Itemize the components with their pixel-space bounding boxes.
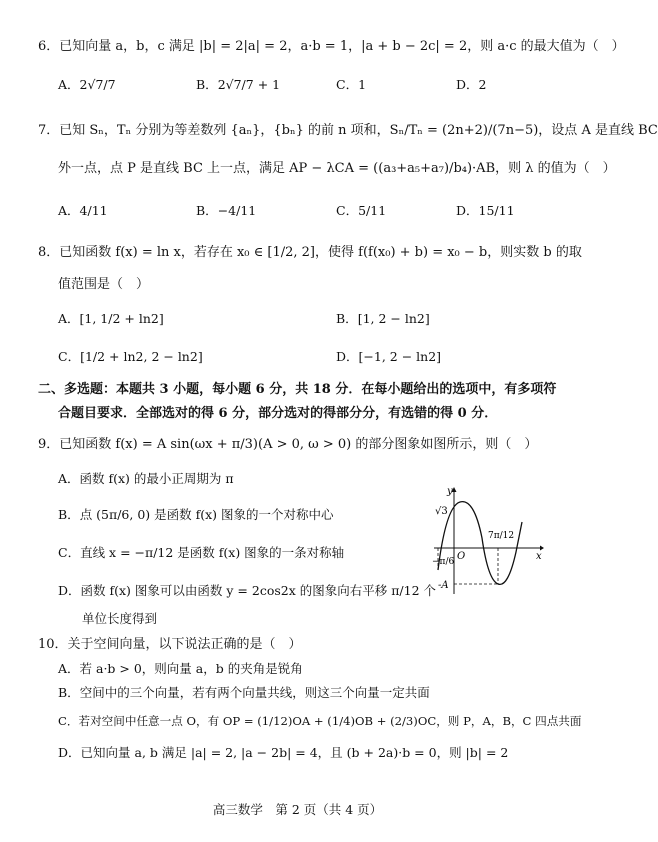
question-6-stem: 6．已知向量 a，b，c 满足 |b| = 2|a| = 2，a·b = 1，|a + b − 2c| = 2，则 a·c 的最大值为（ ） — [38, 39, 625, 54]
question-7-line2: 外一点，点 P 是直线 BC 上一点，满足 AP − λCA = ((a₃+a₅+a₇)/b₄)·AB，则 λ 的值为（ ） — [58, 161, 616, 176]
q6-option-a-label: A． — [58, 77, 80, 92]
q6-option-b-label: B． — [196, 77, 218, 92]
section-2-heading-line2: 合题目要求．全部选对的得 6 分，部分选对的得部分分，有选错的得 0 分． — [58, 406, 498, 421]
q8-option-b-label: B． — [336, 311, 358, 326]
q7-option-b-label: B． — [196, 203, 218, 218]
q6-option-d-label: D． — [456, 77, 479, 92]
q9-option-d[interactable] — [58, 582, 436, 600]
q7-option-c[interactable] — [336, 202, 386, 220]
sine-graph — [432, 484, 544, 596]
question-8-line1: 8．已知函数 f(x) = ln x，若存在 x₀ ∈ [1/2, 2]，使得 f(f(x₀) + b) = x₀ − b，则实数 b 的取 — [38, 245, 582, 260]
q6-option-c[interactable] — [336, 76, 366, 94]
y-axis-label: y — [447, 486, 453, 497]
neg-pi-sixth-label: −π/6 — [432, 557, 455, 567]
q10-option-b[interactable] — [58, 684, 430, 702]
q7-option-a[interactable] — [58, 202, 108, 220]
q10-option-d[interactable] — [58, 744, 508, 762]
q8-option-d-label: D． — [336, 349, 359, 364]
q9-option-a[interactable] — [58, 470, 234, 488]
origin-label: O — [457, 551, 466, 562]
q6-option-c-value: 1 — [358, 77, 367, 92]
section-2-heading-line1: 二、多选题：本题共 3 小题，每小题 6 分，共 18 分．在每小题给出的选项中，有多项符 — [38, 382, 557, 397]
q7-option-b-value: −4/11 — [217, 203, 257, 218]
question-7-line1: 7．已知 Sₙ，Tₙ 分别为等差数列 {aₙ}，{bₙ} 的前 n 项和，Sₙ/Tₙ = (2n+2)/(7n−5)，设点 A 是直线 BC — [38, 123, 658, 138]
q10-option-a[interactable] — [58, 660, 303, 678]
q10-option-b-label: B． — [58, 685, 80, 700]
neg-a-label: -A — [438, 580, 449, 591]
x-axis-label: x — [536, 551, 542, 562]
q6-option-b[interactable] — [196, 76, 280, 94]
q9-option-c[interactable] — [58, 544, 344, 562]
q8-option-c-value: [1/2 + ln2, 2 − ln2] — [80, 349, 203, 364]
q8-option-a-value: [1, 1/2 + ln2] — [79, 311, 164, 326]
q9-option-d-label: D． — [58, 583, 81, 598]
q8-option-d[interactable] — [336, 348, 441, 366]
q10-option-a-label: A． — [58, 661, 80, 676]
sqrt3-label: √3 — [435, 506, 448, 517]
q10-option-b-value: 空间中的三个向量，若有两个向量共线，则这三个向量一定共面 — [79, 685, 430, 700]
q7-option-b[interactable] — [196, 202, 256, 220]
q10-option-d-label: D． — [58, 745, 81, 760]
q9-option-d-value: 函数 f(x) 图象可以由函数 y = 2cos2x 的图象向右平移 π/12 个 — [80, 583, 437, 598]
q8-option-d-value: [−1, 2 − ln2] — [358, 349, 442, 364]
seven-pi-twelfth-label: 7π/12 — [488, 531, 515, 541]
q10-option-c[interactable] — [58, 712, 582, 730]
q9-option-a-label: A． — [58, 471, 80, 486]
question-10-stem: 10．关于空间向量，以下说法正确的是（ ） — [38, 637, 302, 652]
q7-option-d-value: 15/11 — [478, 203, 515, 218]
q6-option-d-value: 2 — [478, 77, 487, 92]
q10-option-d-value: 已知向量 a, b 满足 |a| = 2, |a − 2b| = 4，且 (b + 2a)·b = 0，则 |b| = 2 — [80, 745, 509, 760]
sine-curve — [438, 502, 522, 585]
q8-option-a[interactable] — [58, 310, 164, 328]
q9-option-d-continuation: 单位长度得到 — [82, 611, 158, 626]
q10-option-a-value: 若 a·b > 0，则向量 a，b 的夹角是锐角 — [79, 661, 303, 676]
q9-option-c-label: C． — [58, 545, 81, 560]
q9-option-b-label: B． — [58, 507, 80, 522]
q8-option-a-label: A． — [58, 311, 80, 326]
q6-option-a[interactable] — [58, 76, 116, 94]
q8-option-b-value: [1, 2 − ln2] — [357, 311, 430, 326]
question-9-stem: 9．已知函数 f(x) = A sin(ωx + π/3)(A > 0, ω > 0) 的部分图象如图所示，则（ ） — [38, 437, 538, 452]
q9-option-b-value: 点 (5π/6, 0) 是函数 f(x) 图象的一个对称中心 — [79, 507, 334, 522]
q7-option-c-label: C． — [336, 203, 359, 218]
q6-option-d[interactable] — [456, 76, 486, 94]
q9-option-b[interactable] — [58, 506, 334, 524]
q6-option-b-value: 2√7/7 + 1 — [217, 77, 281, 92]
q6-option-a-value: 2√7/7 — [79, 77, 116, 92]
q7-option-a-label: A． — [58, 203, 80, 218]
q6-option-c-label: C． — [336, 77, 359, 92]
q10-option-c-label: C． — [58, 714, 79, 728]
q8-option-b[interactable] — [336, 310, 430, 328]
q7-option-a-value: 4/11 — [79, 203, 108, 218]
q8-option-c-label: C． — [58, 349, 81, 364]
q7-option-d-label: D． — [456, 203, 479, 218]
q10-option-c-value: 若对空间中任意一点 O，有 OP = (1/12)OA + (1/4)OB + (2/3)OC，则 P，A，B，C 四点共面 — [78, 714, 582, 728]
x-axis-arrow — [540, 546, 544, 551]
question-8-line2: 值范围是（ ） — [58, 277, 150, 292]
q7-option-c-value: 5/11 — [358, 203, 387, 218]
q9-option-a-value: 函数 f(x) 的最小正周期为 π — [79, 471, 234, 486]
q8-option-c[interactable] — [58, 348, 203, 366]
q9-option-c-value: 直线 x = −π/12 是函数 f(x) 图象的一条对称轴 — [80, 545, 345, 560]
page-footer: 高三数学 第 2 页（共 4 页） — [212, 802, 383, 817]
q7-option-d[interactable] — [456, 202, 515, 220]
